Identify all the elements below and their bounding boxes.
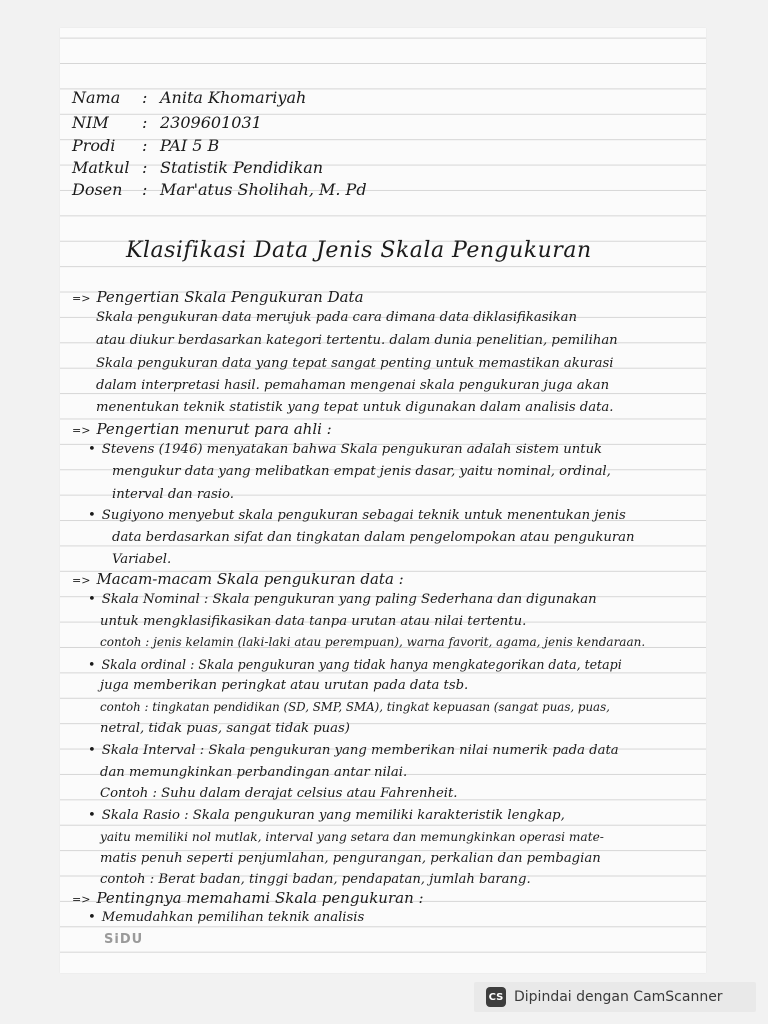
macam-line: Contoh : Suhu dalam derajat celsius atau Fahrenheit. <box>100 786 458 801</box>
ahli-line: • Sugiyono menyebut skala pengukuran sebagai teknik untuk menentukan jenis <box>88 508 626 523</box>
ahli-line: mengukur data yang melibatkan empat jenis dasar, yaitu nominal, ordinal, <box>112 464 611 479</box>
bullet-icon: • <box>88 592 96 607</box>
bullet-icon: • <box>88 808 96 823</box>
name-row: Nama : Anita Khomariyah <box>72 88 307 107</box>
macam-line: contoh : Berat badan, tinggi badan, pendapatan, jumlah barang. <box>100 872 531 887</box>
arrow-marker-icon: => <box>72 574 91 587</box>
section-heading-macam: => Macam-macam Skala pengukuran data : <box>72 570 404 588</box>
nim-row: NIM : 2309601031 <box>72 113 262 132</box>
bullet-icon: • <box>88 743 96 758</box>
arrow-marker-icon: => <box>72 893 91 906</box>
bullet-icon: • <box>88 508 96 523</box>
macam-line: untuk mengklasifikasikan data tanpa urutan atau nilai tertentu. <box>100 614 527 629</box>
camscanner-label: Dipindai dengan CamScanner <box>514 989 723 1005</box>
section-heading-penting: => Pentingnya memahami Skala pengukuran : <box>72 889 424 907</box>
ahli-line: data berdasarkan sifat dan tingkatan dalam pengelompokan atau pengukuran <box>112 530 635 545</box>
macam-line: • Skala Interval : Skala pengukuran yang memberikan nilai numerik pada data <box>88 743 619 758</box>
macam-line: contoh : tingkatan pendidikan (SD, SMP, SMA), tingkat kepuasan (sangat puas, puas, <box>100 700 610 714</box>
arrow-marker-icon: => <box>72 292 91 305</box>
bullet-icon: • <box>88 442 96 457</box>
macam-line: netral, tidak puas, sangat tidak puas) <box>100 721 350 736</box>
camscanner-watermark <box>474 982 756 1012</box>
penting-line: • Memudahkan pemilihan teknik analisis <box>88 910 365 925</box>
page-title: Klasifikasi Data Jenis Skala Pengukuran <box>126 238 592 263</box>
matkul-row: Matkul : Statistik Pendidikan <box>72 158 324 177</box>
ahli-line: interval dan rasio. <box>112 487 234 502</box>
ahli-line: Variabel. <box>112 552 172 567</box>
macam-line: juga memberikan peringkat atau urutan pada data tsb. <box>100 678 469 693</box>
pengertian-line: dalam interpretasi hasil. pemahaman mengenai skala pengukuran juga akan <box>96 378 610 393</box>
paper-brand-logo: SiDU <box>104 932 144 947</box>
pengertian-line: atau diukur berdasarkan kategori tertentu. dalam dunia penelitian, pemilihan <box>96 333 618 348</box>
camscanner-icon: CS <box>486 987 506 1007</box>
macam-line: matis penuh seperti penjumlahan, pengurangan, perkalian dan pembagian <box>100 851 601 866</box>
macam-line: • Skala Nominal : Skala pengukuran yang paling Sederhana dan digunakan <box>88 592 597 607</box>
macam-line: • Skala ordinal : Skala pengukuran yang tidak hanya mengkategorikan data, tetapi <box>88 657 622 672</box>
prodi-row: Prodi : PAI 5 B <box>72 136 220 155</box>
bullet-icon: • <box>88 657 96 672</box>
macam-line: dan memungkinkan perbandingan antar nilai. <box>100 765 408 780</box>
pengertian-line: menentukan teknik statistik yang tepat untuk digunakan dalam analisis data. <box>96 400 614 415</box>
bullet-icon: • <box>88 910 96 925</box>
macam-line: • Skala Rasio : Skala pengukuran yang memiliki karakteristik lengkap, <box>88 808 565 823</box>
macam-line: yaitu memiliki nol mutlak, interval yang setara dan memungkinkan operasi mate- <box>100 830 604 844</box>
ahli-line: • Stevens (1946) menyatakan bahwa Skala pengukuran adalah sistem untuk <box>88 442 603 457</box>
macam-line: contoh : jenis kelamin (laki-laki atau perempuan), warna favorit, agama, jenis kendaraan. <box>100 635 646 649</box>
pengertian-line: Skala pengukuran data yang tepat sangat penting untuk memastikan akurasi <box>96 356 614 371</box>
dosen-row: Dosen : Mar'atus Sholihah, M. Pd <box>72 180 367 199</box>
pengertian-line: Skala pengukuran data merujuk pada cara dimana data diklasifikasikan <box>96 310 578 325</box>
section-heading-pengertian: => Pengertian Skala Pengukuran Data <box>72 288 364 306</box>
arrow-marker-icon: => <box>72 424 91 437</box>
section-heading-ahli: => Pengertian menurut para ahli : <box>72 420 332 438</box>
